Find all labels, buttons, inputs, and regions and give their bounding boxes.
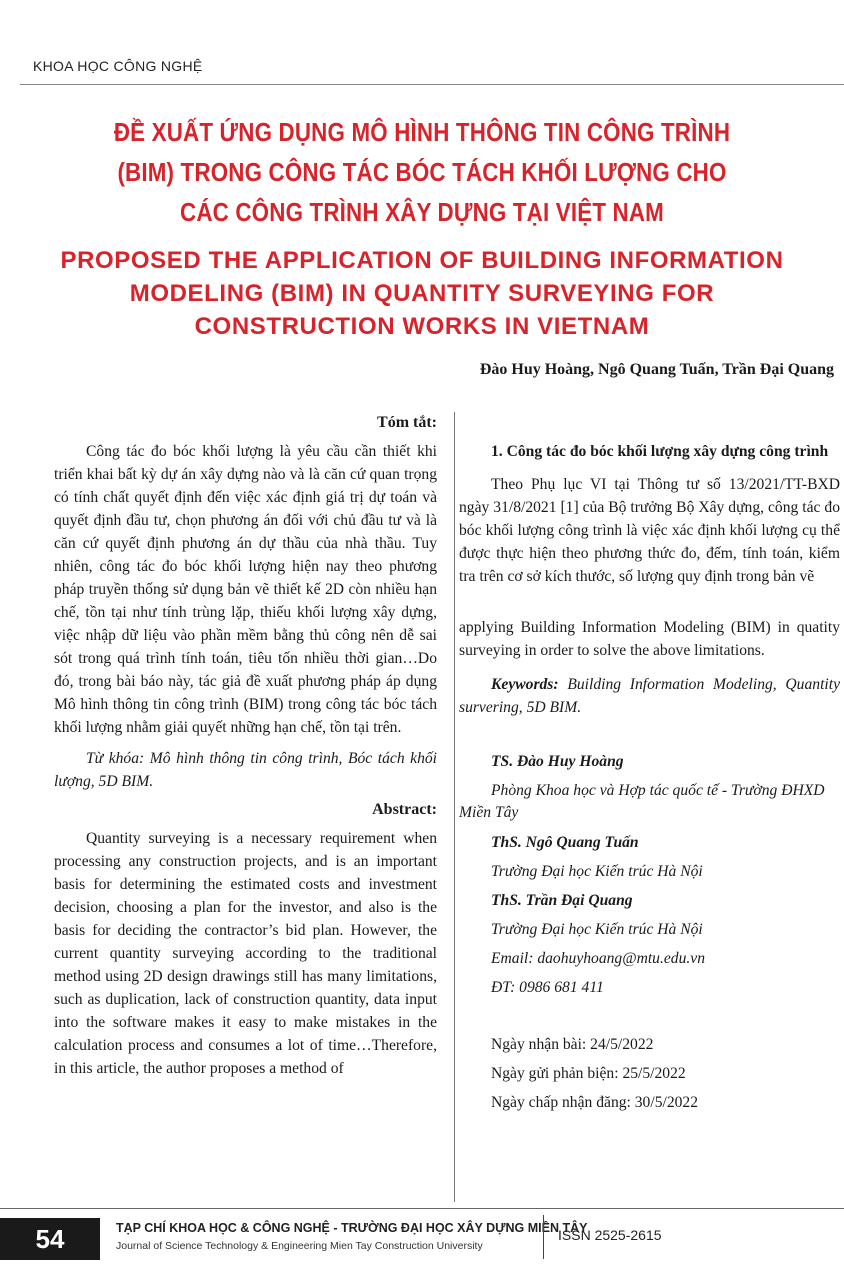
abstract-continuation: applying Building Information Modeling (BIM) in quatity surveying in order to solve the above limitations. <box>459 619 840 659</box>
footer-separator <box>543 1215 544 1259</box>
author2-affiliation: Trường Đại học Kiến trúc Hà Nội <box>491 863 703 880</box>
keywords-label: Keywords: <box>491 676 559 693</box>
author3-affiliation: Trường Đại học Kiến trúc Hà Nội <box>491 921 703 938</box>
author1-affiliation: Phòng Khoa học và Hợp tác quốc tế - Trường ĐHXD Miền Tây <box>459 782 825 821</box>
summary-text: Công tác đo bóc khối lượng là yêu cầu cần thiết khi triển khai bất kỳ dự án xây dựng nào và là căn cứ quan trọng có tính chất quyết định đến việc xác định giá trị dự toán và quyết định đầu tư, chọn phương án đối với chủ đầu tư và là căn cứ quyết định phương án dự thầu của nhà thầu. Tuy nhiên, công tác đo bóc khối lượng hiện nay theo phương pháp truyền thống sử dụng bản vẽ thiết kế 2D còn nhiều hạn chế, tồn tại như tính trùng lặp, thiếu khối lượng xây dựng, việc nhập dữ liệu vào phần mềm bằng thủ công nên dễ sai sót trong quá trình tính toán, tiêu tốn nhiều thời gian…Do đó, trong bài báo này, tác giả đề xuất phương pháp áp dụng Mô hình thông tin công trình (BIM) trong công tác bóc tách khối lượng nhằm giải quyết những hạn chế, tồn tại trên. <box>54 443 437 736</box>
section-label: KHOA HỌC CÔNG NGHỆ <box>33 58 203 74</box>
section1-text: Theo Phụ lục VI tại Thông tư số 13/2021/TT-BXD ngày 31/8/2021 [1] của Bộ trưởng Bộ Xây dựng, công tác đo bóc khối lượng công trình là việc xác định khối lượng cụ thể được thực hiện theo phương thức đo, đếm, tính toán, kiểm tra trên cơ sở kích thước, số lượng quy định trong bản vẽ <box>459 476 840 585</box>
article-title-vietnamese: ĐỀ XUẤT ỨNG DỤNG MÔ HÌNH THÔNG TIN CÔNG TRÌNH (BIM) TRONG CÔNG TÁC BÓC TÁCH KHỐI LƯỢNG CHO CÁC CÔNG TRÌNH XÂY DỰNG TẠI VIỆT NAM <box>113 117 731 227</box>
journal-name-english: Journal of Science Technology & Engineering Mien Tay Construction University <box>116 1240 483 1252</box>
date-review: Ngày gửi phản biện: 25/5/2022 <box>491 1065 686 1082</box>
column-divider <box>454 412 455 1202</box>
page-number: 54 <box>0 1218 100 1260</box>
section1-title: 1. Công tác đo bóc khối lượng xây dựng công trình <box>491 443 829 460</box>
right-column <box>459 440 840 1117</box>
journal-name-vietnamese: TẠP CHÍ KHOA HỌC & CÔNG NGHỆ - TRƯỜNG ĐẠI HỌC XÂY DỰNG MIỀN TÂY <box>116 1221 588 1235</box>
issn: ISSN 2525-2615 <box>558 1227 662 1243</box>
author3-name: ThS. Trần Đại Quang <box>491 892 633 909</box>
date-received: Ngày nhận bài: 24/5/2022 <box>491 1036 654 1053</box>
author2-name: ThS. Ngô Quang Tuấn <box>491 834 639 851</box>
left-column <box>54 412 437 1080</box>
author-phone: ĐT: 0986 681 411 <box>491 979 604 996</box>
author1-name: TS. Đào Huy Hoàng <box>491 753 624 770</box>
header-rule <box>20 84 844 85</box>
abstract-heading: Abstract: <box>372 801 437 818</box>
author-email: Email: daohuyhoang@mtu.edu.vn <box>491 950 705 967</box>
date-accepted: Ngày chấp nhận đăng: 30/5/2022 <box>491 1094 699 1111</box>
keywords-english <box>459 673 840 719</box>
keywords-text: Building Information Modeling, Quantity survering, 5D BIM. <box>459 676 840 716</box>
summary-heading: Tóm tắt: <box>377 414 437 431</box>
article-dates <box>459 1030 840 1117</box>
author-info <box>459 747 840 1002</box>
article-title-english: PROPOSED THE APPLICATION OF BUILDING INFORMATION MODELING (BIM) IN QUANTITY SURVEYING FOR CONSTRUCTION WORKS IN VIETNAM <box>60 247 784 340</box>
keywords-vietnamese: Từ khóa: Mô hình thông tin công trình, Bóc tách khối lượng, 5D BIM. <box>54 750 437 790</box>
abstract-text: Quantity surveying is a necessary requirement when processing any construction projects, and is an important basis for determining the estimated costs and investment decision, choosing a plan for the investor, and also is the basis for deciding the contractor’s bid plan. However, the current quantity surveying according to the traditional method using 2D design drawings still has many limitations, such as duplication, lack of construction quantity, data input into the software makes it easy to make mistakes in the calculation process and consumes a lot of time…Therefore, in this article, the author proposes a method of <box>54 830 437 1077</box>
author-list: Đào Huy Hoàng, Ngô Quang Tuấn, Trần Đại Quang <box>479 361 834 378</box>
